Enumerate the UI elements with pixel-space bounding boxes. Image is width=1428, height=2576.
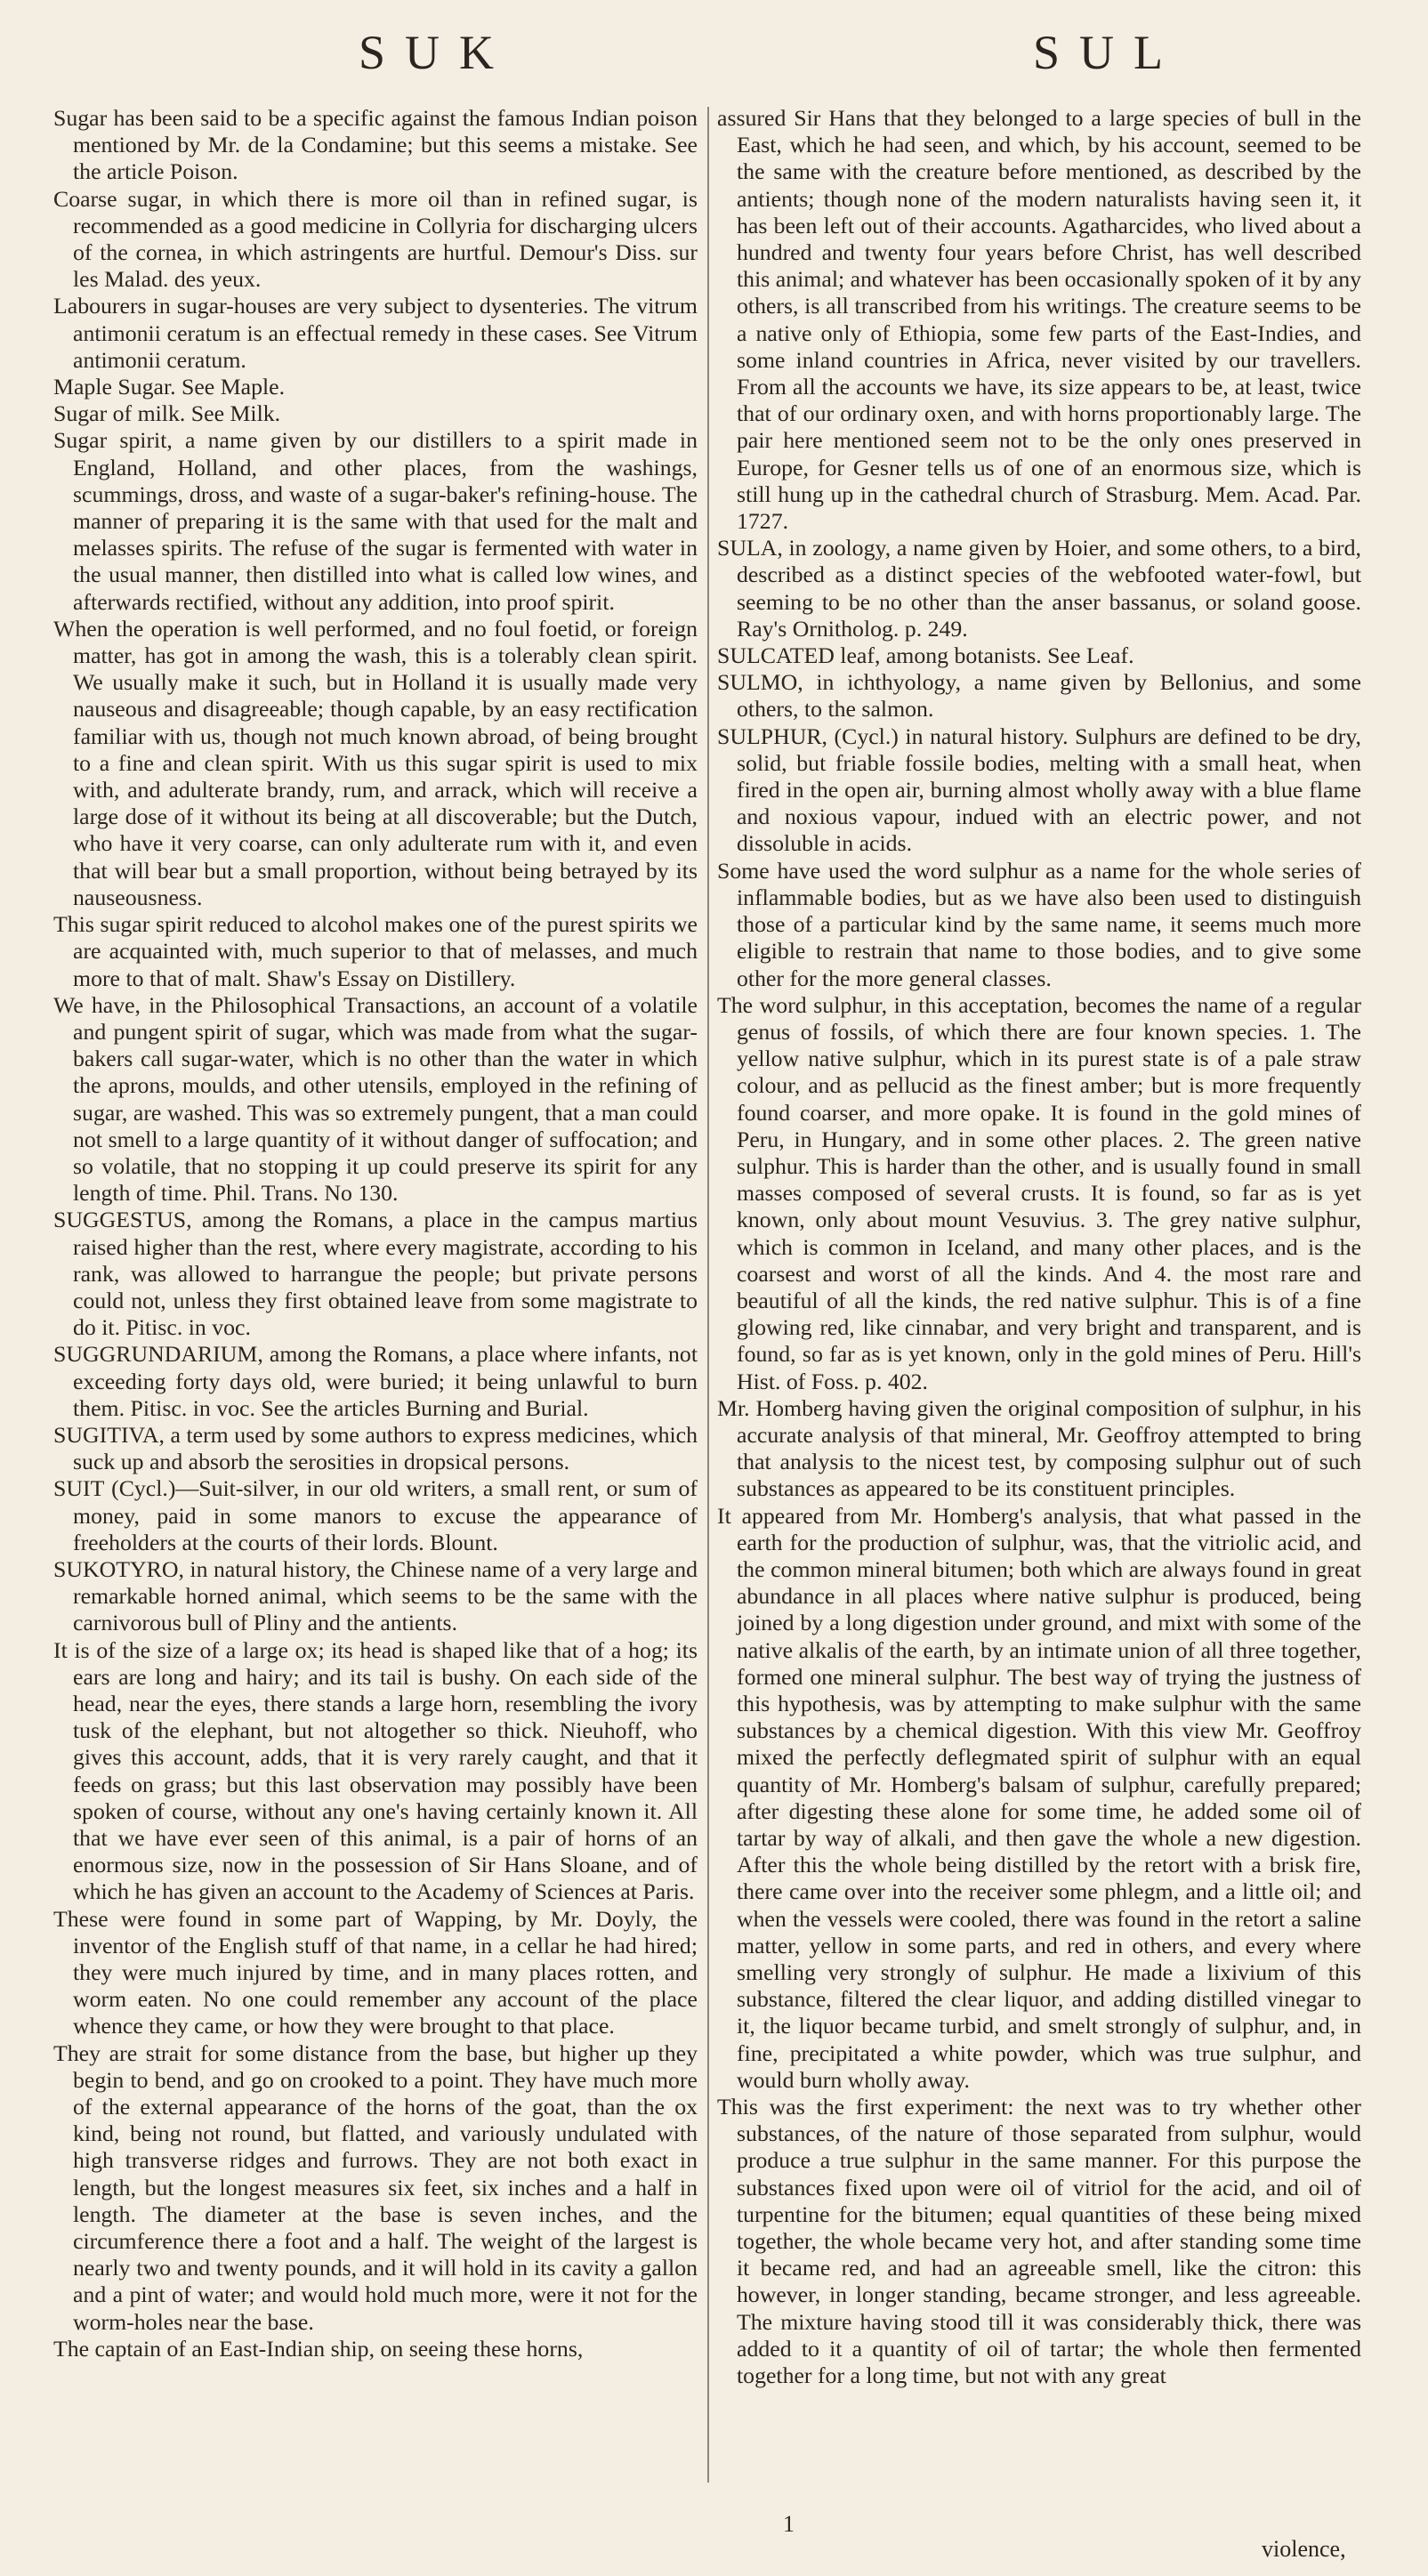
left-column [53, 105, 698, 2362]
paragraph: assured Sir Hans that they belonged to a large species of bull in the East, which he had seen, and which, by his account, seemed to be the same with the creature before mentioned, as described by the antients; though none of the modern naturalists having seen it, it has been left out of their accounts. Agatharcides, who lived about a hundred and twenty four years before Christ, has well described this animal; and whatever has been occasionally spoken of it by any others, is all transcribed from his writings. The creature seems to be a native only of Ethiopia, some few parts of the East-Indies, and some inland countries in Africa, never visited by our travellers. From all the accounts we have, its size appears to be, at least, twice that of our ordinary oxen, and with horns proportionably large. The pair here mentioned seem not to be the only ones preserved in Europe, for Gesner tells us of one of an enormous size, which is still hung up in the cathedral church of Strasburg. Mem. Acad. Par. 1727. [717, 105, 1361, 535]
paragraph: Sugar spirit, a name given by our distillers to a spirit made in England, Holland, and other places, from the washings, scummings, dross, and waste of a sugar-baker's refining-house. The manner of preparing it is the same with that used for the malt and melasses spirits. The refuse of the sugar is fermented with water in the usual manner, then distilled into what is called low wines, and afterwards rectified, without any addition, into proof spirit. [53, 427, 698, 615]
catchword: violence, [1262, 2536, 1346, 2562]
entry-suit: SUIT (Cycl.)—Suit-silver, in our old writers, a small rent, or sum of money, paid in some manors to excuse the appearance of freeholders at the courts of their lords. Blount. [53, 1475, 698, 1555]
paragraph: It is of the size of a large ox; its head is shaped like that of a hog; its ears are long and hairy; and its tail is bushy. On each side of the head, near the eyes, there stands a large horn, resembling the ivory tusk of the elephant, but not altogether so thick. Nieuhoff, who gives this account, adds, that it is very rarely caught, and that it feeds on grass; but this last observation may possibly have been spoken of course, without any one's having certainly known it. All that we have ever seen of this animal, is a pair of horns of an enormous size, now in the possession of Sir Hans Sloane, and of which he has given an account to the Academy of Sciences at Paris. [53, 1636, 698, 1905]
paragraph: It appeared from Mr. Homberg's analysis, that what passed in the earth for the production of sulphur, was, that the vitriolic acid, and the common mineral bitumen; both which are always found in great abundance in all places where native sulphur is produced, being joined by a long digestion under ground, and mixt with some of the native alkalis of the earth, by an intimate union of all three together, formed one mineral sulphur. The best way of trying the justness of this hypothesis, was by attempting to make sulphur with the same substances by a chemical digestion. With this view Mr. Geoffroy mixed the perfectly deflegmated spirit of sulphur with an equal quantity of Mr. Homberg's balsam of sulphur, carefully prepared; after digesting these alone for some time, he added some oil of tartar by way of alkali, and then gave the whole a new digestion. After this the whole being distilled by the retort with a brisk fire, there came over into the receiver some phlegm, and a little oil; and when the vessels were cooled, there was found in the retort a saline matter, yellow in some parts, and red in others, and every where smelling very strongly of sulphur. He made a lixivium of this substance, filtered the clear liquor, and adding distilled vinegar to it, the liquor became turbid, and smelt strongly of sulphur, and, in fine, precipitated a white powder, which was true sulphur, and would burn wholly away. [717, 1502, 1361, 2093]
entry-sukotyro: SUKOTYRO, in natural history, the Chinese name of a very large and remarkable horned animal, which seems to be the same with the carnivorous bull of Pliny and the antients. [53, 1555, 698, 1636]
paragraph: Sugar of milk. See Milk. [53, 400, 281, 427]
paragraph: The word sulphur, in this acceptation, becomes the name of a regular genus of fossils, of which there are four known species. 1. The yellow native sulphur, which in its purest state is of a pale straw colour, and as pellucid as the finest amber; but is more frequently found coarser, and more opake. It is found in the gold mines of Peru, in Hungary, and in some other places. 2. The green native sulphur. This is harder than the other, and is usually found in small masses composed of several crusts. It is found, so far as is yet known, only about mount Vesuvius. 3. The grey native sulphur, which is common in Iceland, and many other places, and is the coarsest and worst of all the kinds. And 4. the most rare and beautiful of all the kinds, the red native sulphur. This is of a fine glowing red, like cinnabar, and very bright and transparent, and is found, so far as is yet known, only in the gold mines of Peru. Hill's Hist. of Foss. p. 402. [717, 991, 1361, 1394]
paragraph: Coarse sugar, in which there is more oil than in refined sugar, is recommended as a good medicine in Collyria for discharging ulcers of the cornea, in which astringents are hurtful. Demour's Diss. sur les Malad. des yeux. [53, 185, 698, 293]
signature-mark: 1 [783, 2511, 795, 2537]
paragraph: The captain of an East-Indian ship, on seeing these horns, [53, 2335, 584, 2362]
paragraph: This was the first experiment: the next was to try whether other substances, of the nature of those separated from sulphur, would produce a true sulphur in the same manner. For this purpose the substances fixed upon were oil of vitriol for the acid, and oil of turpentine for the bitumen; equal quantities of these being mixed together, the whole became very hot, and after standing some time it became red, and had an agreeable smell, like the citron: this however, in longer standing, became stronger, and less agreeable. The mixture having stood till it was considerably thick, there was added to it a quantity of oil of tartar; the whole then fermented together for a long time, but not with any great [717, 2094, 1361, 2389]
paragraph: Maple Sugar. See Maple. [53, 374, 286, 400]
entry-sugitiva: SUGITIVA, a term used by some authors to express medicines, which suck up and absorb the serosities in dropsical persons. [53, 1421, 698, 1475]
paragraph: When the operation is well performed, and no foul foetid, or foreign matter, has got in among the wash, this is a tolerably clean spirit. We usually make it such, but in Holland it is usually made very nauseous and disagreeable; though capable, by an easy rectification familiar with us, though not much known abroad, of being brought to a fine and clean spirit. With us this sugar spirit is used to mix with, and adulterate brandy, rum, and arrack, which will receive a large dose of it without its being at all discoverable; but the Dutch, who have it very coarse, can only adulterate rum with it, and even that will bear but a small proportion, without being betrayed by its nauseousness. [53, 615, 698, 910]
entry-sulmo: SULMO, in ichthyology, a name given by Bellonius, and some others, to the salmon. [717, 669, 1361, 723]
running-head-left: SUK [358, 26, 514, 79]
paragraph: We have, in the Philosophical Transactions, an account of a volatile and pungent spirit of sugar, which was made from what the sugar-bakers call sugar-water, which is no other than the water in which the aprons, moulds, and other utensils, employed in the refining of sugar, are washed. This was so extremely pungent, that a man could not smell to a large quantity of it without danger of suffocation; and so volatile, that no stopping it up could preserve its spirit for any length of time. Phil. Trans. No 130. [53, 991, 698, 1207]
entry-suggrundarium: SUGGRUNDARIUM, among the Romans, a place where infants, not exceeding forty days old, were buried; it being unlawful to burn them. Pitisc. in voc. See the articles Burning and Burial. [53, 1341, 698, 1421]
paragraph: Labourers in sugar-houses are very subject to dysenteries. The vitrum antimonii ceratum is an effectual remedy in these cases. See Vitrum antimonii ceratum. [53, 293, 698, 373]
paragraph: Some have used the word sulphur as a name for the whole series of inflammable bodies, but as we have also been used to distinguish those of a particular kind by the same name, it seems much more eligible to restrain that name to those bodies, and to give some other for the more general classes. [717, 857, 1361, 991]
entry-suggestus: SUGGESTUS, among the Romans, a place in the campus martius raised higher than the rest, where every magistrate, according to his rank, was allowed to harrangue the people; but private persons could not, unless they first obtained leave from some magistrate to do it. Pitisc. in voc. [53, 1207, 698, 1341]
entry-sulphur: SULPHUR, (Cycl.) in natural history. Sulphurs are defined to be dry, solid, but friable fossile bodies, melting with a small heat, when fired in the open air, burning almost wholly away with a blue flame and noxious vapour, indued with an electric power, and not dissoluble in acids. [717, 723, 1361, 857]
paragraph: This sugar spirit reduced to alcohol makes one of the purest spirits we are acquainted with, much superior to that of melasses, and much more to that of malt. Shaw's Essay on Distillery. [53, 911, 698, 991]
running-head-right: SUL [1032, 26, 1182, 79]
entry-sulcated: SULCATED leaf, among botanists. See Leaf. [717, 642, 1134, 669]
paragraph: These were found in some part of Wapping, by Mr. Doyly, the inventor of the English stuff of that name, in a cellar he had hired; they were much injured by time, and in many places rotten, and worm eaten. No one could remember any account of the place whence they came, or how they were brought to that place. [53, 1905, 698, 2039]
paragraph: Mr. Homberg having given the original composition of sulphur, in his accurate analysis of that mineral, Mr. Geoffroy attempted to bring that analysis to the nicest test, by composing sulphur out of such substances as appeared to be its constituent principles. [717, 1394, 1361, 1502]
paragraph: Sugar has been said to be a specific against the famous Indian poison mentioned by Mr. de la Condamine; but this seems a mistake. See the article Poison. [53, 105, 698, 185]
column-divider [707, 107, 709, 2483]
entry-sula: SULA, in zoology, a name given by Hoier, and some others, to a bird, described as a distinct species of the webfooted water-fowl, but seeming to be no other than the anser bassanus, or soland goose. Ray's Ornitholog. p. 249. [717, 535, 1361, 642]
right-column [717, 105, 1361, 2389]
paragraph: They are strait for some distance from the base, but higher up they begin to bend, and go on crooked to a point. They have much more of the external appearance of the horns of the goat, than the ox kind, being not round, but flatted, and variously undulated with high transverse ridges and furrows. They are not both exact in length, but the longest measures six feet, six inches and a half in length. The diameter at the base is seven inches, and the circumference there a foot and a half. The weight of the largest is nearly two and twenty pounds, and it will hold in its cavity a gallon and a pint of water; and would hold much more, were it not for the worm-holes near the base. [53, 2039, 698, 2335]
